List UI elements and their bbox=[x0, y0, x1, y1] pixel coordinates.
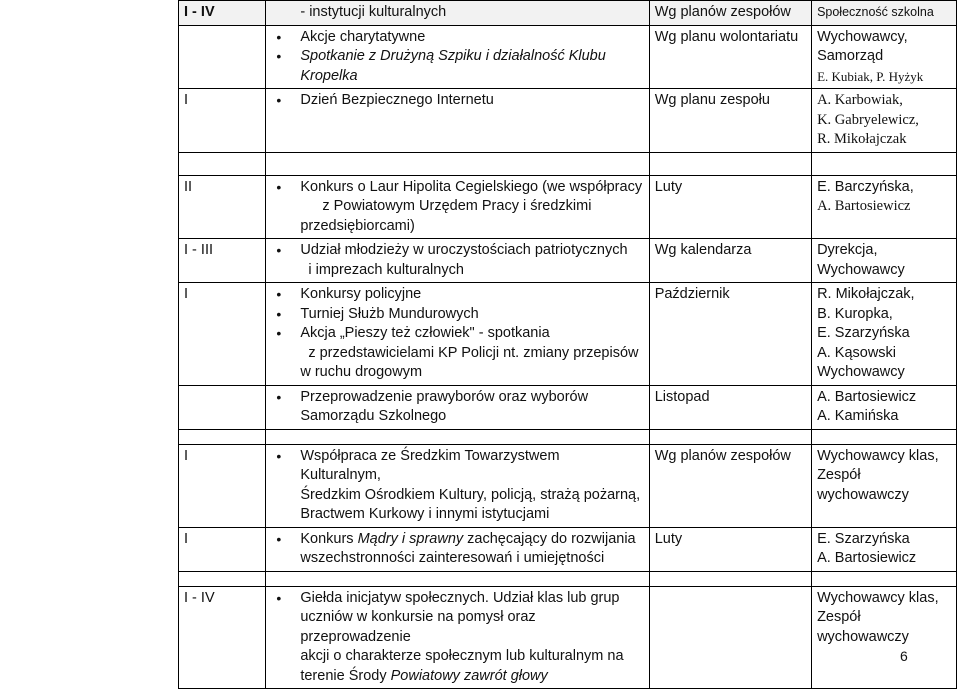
list-item: • Konkurs o Laur Hipolita Cegielskiego (we współpracy bbox=[274, 178, 643, 198]
level-text: I bbox=[184, 530, 189, 547]
activity-text: Bractwem Kurkowy i innymi istytucjami bbox=[300, 506, 550, 522]
level-cell bbox=[179, 1, 266, 26]
activity-text: wszechstronności zainteresowań i umiejętności bbox=[300, 550, 605, 566]
level-text: I - IV bbox=[184, 4, 215, 20]
resp-text: A. Bartosiewicz bbox=[817, 550, 917, 566]
term-cell bbox=[649, 25, 811, 89]
table-row bbox=[179, 385, 957, 429]
resp-cell bbox=[812, 89, 957, 153]
resp-text: Wychowawcy klas, bbox=[817, 447, 939, 464]
activity-text: akcji o charakterze społecznym lub kulturalnym na bbox=[300, 648, 624, 664]
resp-text: E. Barczyńska, bbox=[817, 178, 914, 195]
activity-text: i imprezach kulturalnych bbox=[308, 261, 464, 278]
resp-cell bbox=[812, 25, 957, 89]
term-text: Wg planów zespołów bbox=[654, 447, 791, 464]
term-cell bbox=[649, 175, 811, 239]
resp-cell bbox=[812, 283, 957, 386]
activity-text: z Powiatowym Urzędem Pracy i średzkimi bbox=[322, 198, 592, 214]
term-text: Wg planu wolontariatu bbox=[654, 28, 799, 45]
resp-cell bbox=[812, 385, 957, 429]
resp-text: K. Gabryelewicz, bbox=[817, 111, 919, 128]
activity-text: przedsiębiorcami) bbox=[300, 217, 415, 234]
resp-text: wychowawczy bbox=[817, 628, 909, 645]
activity-cell bbox=[266, 527, 649, 571]
level-cell bbox=[179, 527, 266, 571]
list-item: • Akcje charytatywne bbox=[274, 28, 643, 48]
table-row bbox=[179, 444, 957, 527]
list-item: • Współpraca ze Średzkim Towarzystwem Kulturalnym, bbox=[274, 447, 643, 486]
resp-cell bbox=[812, 175, 957, 239]
table-row bbox=[179, 283, 957, 386]
activity-text: zachęcający do rozwijania bbox=[463, 530, 636, 547]
table-row bbox=[179, 175, 957, 239]
level-text: II bbox=[184, 178, 193, 195]
resp-text: E. Szarzyńska bbox=[817, 530, 910, 547]
term-text: Wg planu zespołu bbox=[654, 92, 770, 108]
resp-text: B. Kuropka, bbox=[817, 305, 893, 322]
level-text: I - IV bbox=[184, 589, 215, 606]
table-row bbox=[179, 239, 957, 283]
activity-text: z przedstawicielami KP Policji nt. zmiany przepisów bbox=[308, 344, 639, 361]
list-item: • Konkursy policyjne bbox=[274, 285, 643, 305]
activity-text: Spotkanie z Drużyną Szpiku i działalność Klubu Kropelka bbox=[300, 48, 606, 84]
resp-text: A. Kąsowski bbox=[817, 344, 897, 361]
activity-cell bbox=[266, 385, 649, 429]
activity-cell bbox=[266, 1, 649, 26]
resp-text: Wychowawcy, bbox=[817, 28, 908, 45]
resp-text: A. Bartosiewicz bbox=[817, 198, 911, 214]
resp-text: Samorząd bbox=[817, 48, 884, 64]
level-cell bbox=[179, 444, 266, 527]
activity-cell bbox=[266, 283, 649, 386]
level-cell bbox=[179, 175, 266, 239]
page-number: 6 bbox=[900, 648, 908, 664]
term-text: Wg kalendarza bbox=[654, 242, 752, 258]
term-cell bbox=[649, 385, 811, 429]
table-row bbox=[179, 527, 957, 571]
resp-cell bbox=[812, 239, 957, 283]
level-cell bbox=[179, 586, 266, 689]
list-item: • Udział młodzieży w uroczystościach patriotycznych bbox=[274, 241, 643, 261]
resp-text: A. Kamińska bbox=[817, 408, 899, 424]
list-item: • Turniej Służb Mundurowych bbox=[274, 305, 643, 325]
table-row bbox=[179, 586, 957, 689]
resp-cell bbox=[812, 586, 957, 689]
resp-text: Wychowawcy bbox=[817, 261, 905, 278]
list-item bbox=[274, 47, 643, 86]
level-cell bbox=[179, 385, 266, 429]
resp-text: Wychowawcy bbox=[817, 364, 905, 380]
term-text: Listopad bbox=[654, 388, 710, 405]
resp-text: A. Bartosiewicz bbox=[817, 388, 917, 405]
activity-cell bbox=[266, 175, 649, 239]
resp-text: Społeczność szkolna bbox=[817, 5, 934, 19]
level-text: I bbox=[184, 286, 189, 302]
list-item: • Dzień Bezpiecznego Internetu bbox=[274, 91, 643, 111]
term-cell bbox=[649, 586, 811, 689]
resp-text: Zespół bbox=[817, 467, 861, 483]
resp-text: A. Karbowiak, bbox=[817, 92, 903, 108]
term-cell bbox=[649, 444, 811, 527]
resp-text: wychowawczy bbox=[817, 486, 909, 503]
level-text: I bbox=[184, 447, 189, 464]
contest-title: Mądry i sprawny bbox=[357, 530, 464, 547]
table-row bbox=[179, 1, 957, 26]
term-cell bbox=[649, 89, 811, 153]
term-cell bbox=[649, 1, 811, 26]
term-text: Luty bbox=[654, 530, 683, 547]
resp-text: R. Mikołajczak, bbox=[817, 286, 915, 302]
resp-cell bbox=[812, 444, 957, 527]
level-cell bbox=[179, 89, 266, 153]
activity-text: Średzkim Ośrodkiem Kultury, policją, strażą pożarną, bbox=[300, 486, 641, 503]
resp-text: Dyrekcja, bbox=[817, 242, 878, 258]
activity-cell bbox=[266, 586, 649, 689]
resp-text: Wychowawcy klas, bbox=[817, 589, 939, 606]
resp-cell bbox=[812, 527, 957, 571]
level-cell bbox=[179, 239, 266, 283]
resp-text: E. Kubiak, P. Hyżyk bbox=[817, 68, 924, 84]
term-cell bbox=[649, 527, 811, 571]
table-spacer bbox=[179, 571, 957, 586]
term-text: Październik bbox=[654, 286, 730, 302]
term-cell bbox=[649, 283, 811, 386]
resp-text: R. Mikołajczak bbox=[817, 131, 907, 147]
resp-text: E. Szarzyńska bbox=[817, 325, 910, 341]
activity-text: Samorządu Szkolnego bbox=[300, 408, 447, 424]
level-text: I bbox=[184, 92, 189, 108]
activity-cell bbox=[266, 89, 649, 153]
list-item: • Akcja „Pieszy też człowiek" - spotkania bbox=[274, 324, 643, 344]
table-spacer bbox=[179, 429, 957, 444]
table-row bbox=[179, 25, 957, 89]
activity-cell bbox=[266, 25, 649, 89]
table-row bbox=[179, 89, 957, 153]
level-cell bbox=[179, 25, 266, 89]
event-title: Powiatowy zawrót głowy bbox=[390, 667, 548, 684]
list-item: • Giełda inicjatyw społecznych. Udział klas lub grup bbox=[274, 589, 643, 609]
resp-cell bbox=[812, 1, 957, 26]
list-item bbox=[274, 530, 643, 550]
activity-text: w ruchu drogowym bbox=[300, 364, 423, 380]
table-spacer bbox=[179, 152, 957, 175]
activity-text: - instytucji kulturalnych bbox=[300, 4, 447, 20]
activity-cell bbox=[266, 444, 649, 527]
resp-text: Zespół bbox=[817, 609, 861, 625]
term-text: Luty bbox=[654, 178, 683, 195]
activity-text: Konkurs bbox=[300, 530, 358, 547]
activity-text: terenie Środy bbox=[300, 667, 391, 684]
level-text: I - III bbox=[184, 242, 213, 258]
term-text: Wg planów zespołów bbox=[654, 4, 791, 20]
activity-cell bbox=[266, 239, 649, 283]
plan-table bbox=[178, 0, 957, 689]
activity-text bbox=[274, 667, 643, 687]
level-cell bbox=[179, 283, 266, 386]
term-cell bbox=[649, 239, 811, 283]
activity-text: uczniów w konkursie na pomysł oraz przeprowadzenie bbox=[300, 609, 536, 645]
list-item: • Przeprowadzenie prawyborów oraz wyborów bbox=[274, 388, 643, 408]
